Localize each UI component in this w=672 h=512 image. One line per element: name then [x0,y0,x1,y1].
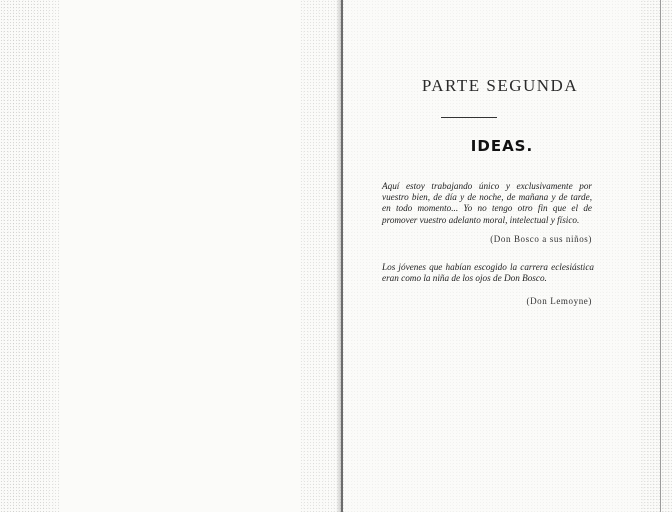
quote-attribution: (Don Lemoyne) [526,296,592,306]
page-edge-line [660,0,661,512]
left-page-edge-fade [40,0,100,512]
title-rule [441,117,497,118]
part-title: PARTE SEGUNDA [421,76,579,95]
quote-text: Los jóvenes que habían escogido la carrera eclesiástica eran como la niña de los ojos de Don Bosco. [382,262,594,284]
right-page [344,0,660,512]
quote-text: Aquí estoy trabajando único y exclusivamente por vuestro bien, de día y de noche, de mañana y de tarde, en todo momento... Yo no tengo otro fin que el de promover vuestro adelanto moral, intelectual y físico. [382,181,592,225]
gutter-line [341,0,343,512]
section-title: IDEAS. [470,137,534,155]
quote-attribution: (Don Bosco a sus niños) [490,234,592,244]
